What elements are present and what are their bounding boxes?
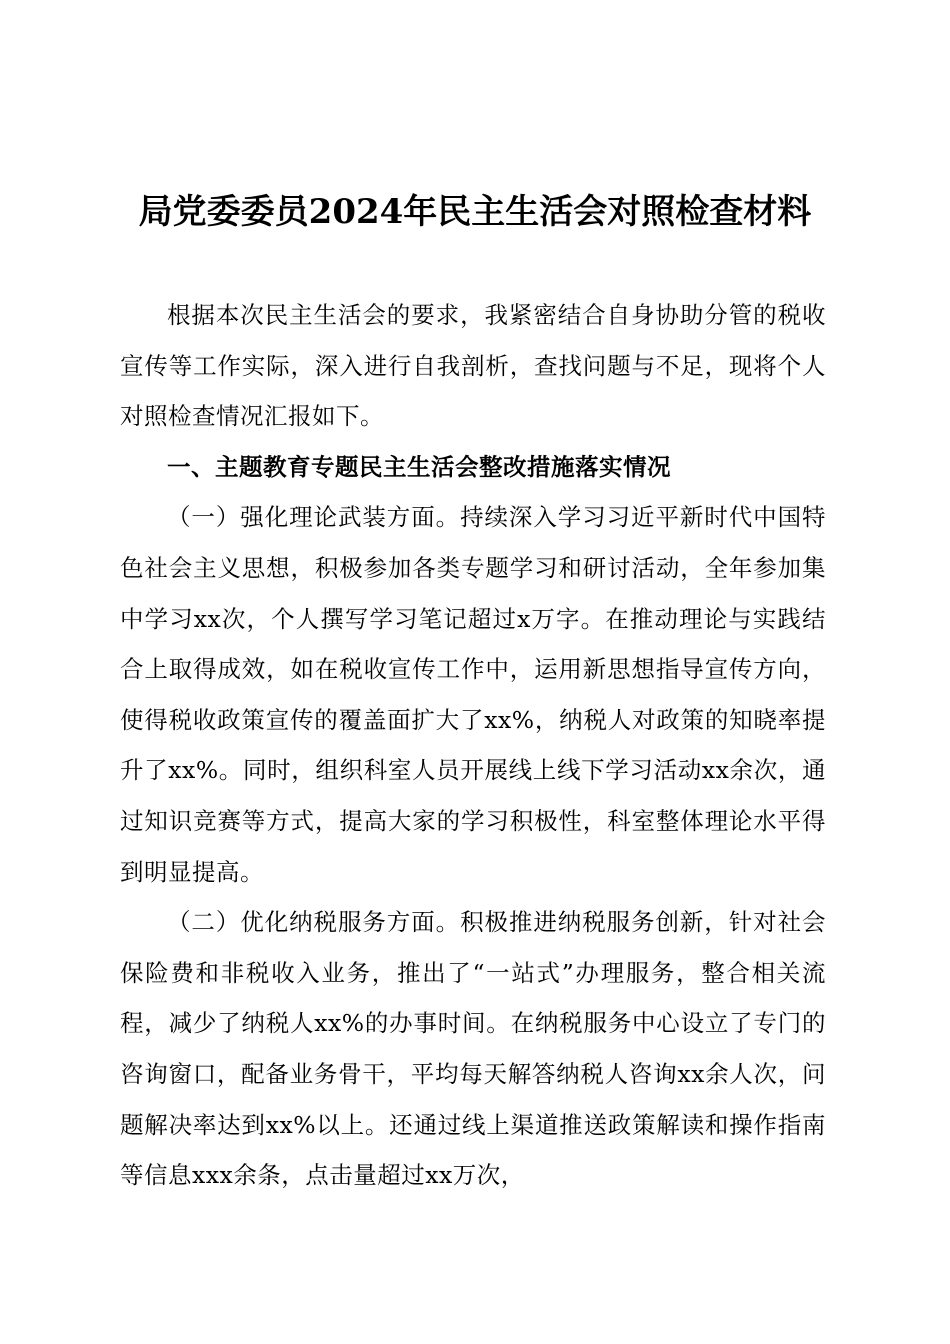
intro-paragraph: 根据本次民主生活会的要求，我紧密结合自身协助分管的税收宣传等工作实际，深入进行自我剖析，查找问题与不足，现将个人对照检查情况汇报如下。: [120, 301, 826, 431]
paragraph-service: （二）优化纳税服务方面。积极推进纳税服务创新，针对社会保险费和非税收入业务，推出了“一站式”办理服务，整合相关流程，减少了纳税人xx%的办事时间。在纳税服务中心设立了专门的咨询窗口，配备业务骨干，平均每天解答纳税人咨询xx余人次，问题解决率达到xx%以上。还通过线上渠道推送政策解读和操作指南等信息xxx余条，点击量超过xx万次，: [120, 908, 826, 1190]
paragraph-theory: （一）强化理论武装方面。持续深入学习习近平新时代中国特色社会主义思想，积极参加各类专题学习和研讨活动，全年参加集中学习xx次，个人撰写学习笔记超过x万字。在推动理论与实践结合上取得成效，如在税收宣传工作中，运用新思想指导宣传方向，使得税收政策宣传的覆盖面扩大了xx%，纳税人对政策的知晓率提升了xx%。同时，组织科室人员开展线上线下学习活动xx余次，通过知识竞赛等方式，提高大家的学习积极性，科室整体理论水平得到明显提高。: [120, 503, 826, 886]
section-heading-1: 一、主题教育专题民主生活会整改措施落实情况: [167, 452, 671, 481]
document-body: [120, 290, 826, 1201]
document-title: 局党委委员2024年民主生活会对照检查材料: [138, 192, 812, 232]
